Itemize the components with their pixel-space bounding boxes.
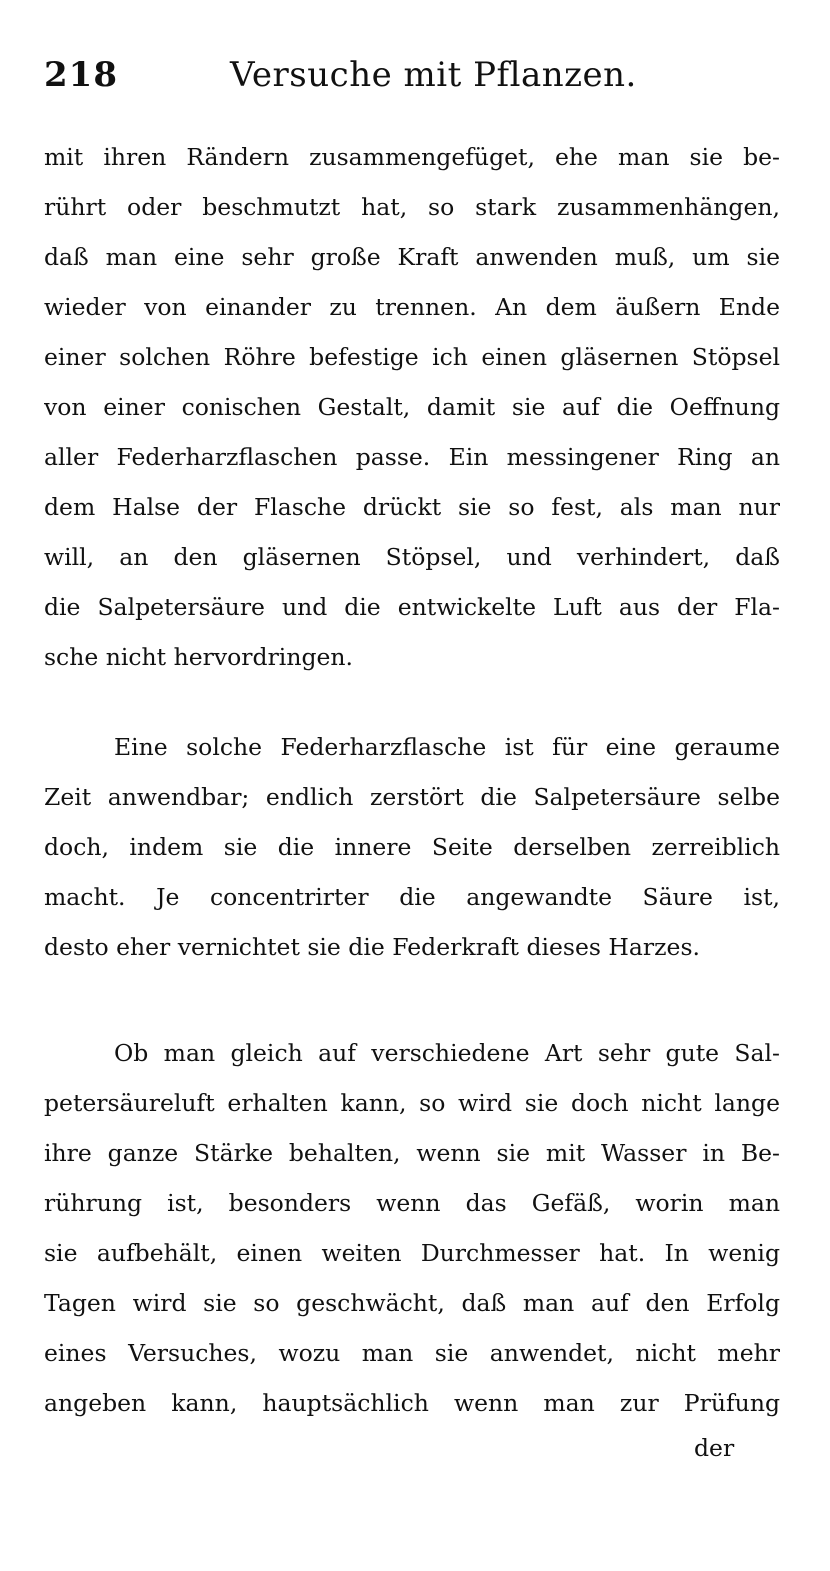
- text-line: Eine solche Federharzflasche ist für eine geraume: [114, 733, 780, 761]
- body-text: [44, 132, 780, 1428]
- text-line: aller Federharzflaschen passe. Ein messingener Ring an: [44, 443, 780, 471]
- page-number: 218: [44, 55, 118, 95]
- page-header: [44, 55, 784, 105]
- text-line: desto eher vernichtet sie die Federkraft dieses Harzes.: [44, 933, 700, 961]
- text-line: einer solchen Röhre befestige ich einen gläsernen Stöpsel: [44, 343, 780, 371]
- text-line: Ob man gleich auf verschiedene Art sehr gute Sal-: [114, 1039, 780, 1067]
- text-line: will, an den gläsernen Stöpsel, und verhindert, daß: [44, 543, 780, 571]
- catchword: der: [694, 1434, 735, 1462]
- text-line: angeben kann, hauptsächlich wenn man zur Prüfung: [44, 1389, 780, 1417]
- paragraph-gap: [44, 972, 780, 1028]
- paragraph-2: [44, 722, 780, 972]
- text-line: rührung ist, besonders wenn das Gefäß, worin man: [44, 1189, 780, 1217]
- text-line: dem Halse der Flasche drückt sie so fest, als man nur: [44, 493, 780, 521]
- text-line: ihre ganze Stärke behalten, wenn sie mit Wasser in Be-: [44, 1139, 780, 1167]
- text-line: Zeit anwendbar; endlich zerstört die Salpetersäure selbe: [44, 783, 780, 811]
- text-line: Tagen wird sie so geschwächt, daß man auf den Erfolg: [44, 1289, 780, 1317]
- text-line: wieder von einander zu trennen. An dem äußern Ende: [44, 293, 780, 321]
- text-line: die Salpetersäure und die entwickelte Luft aus der Fla-: [44, 593, 780, 621]
- paragraph-3: [44, 1028, 780, 1428]
- paragraph-gap: [44, 682, 780, 722]
- text-line: doch, indem sie die innere Seite derselben zerreiblich: [44, 833, 780, 861]
- text-line: macht. Je concentrirter die angewandte Säure ist,: [44, 883, 780, 911]
- text-line: eines Versuches, wozu man sie anwendet, nicht mehr: [44, 1339, 780, 1367]
- text-line: sie aufbehält, einen weiten Durchmesser hat. In wenig: [44, 1239, 780, 1267]
- text-line: sche nicht hervordringen.: [44, 643, 354, 671]
- text-line: von einer conischen Gestalt, damit sie auf die Oeffnung: [44, 393, 780, 421]
- text-line: rührt oder beschmutzt hat, so stark zusammenhängen,: [44, 193, 780, 221]
- text-line: daß man eine sehr große Kraft anwenden muß, um sie: [44, 243, 780, 271]
- text-line: petersäureluft erhalten kann, so wird sie doch nicht lange: [44, 1089, 780, 1117]
- paragraph-1: [44, 132, 780, 682]
- text-line: mit ihren Rändern zusammengefüget, ehe man sie be-: [44, 143, 780, 171]
- running-title: Versuche mit Pflanzen.: [230, 55, 637, 95]
